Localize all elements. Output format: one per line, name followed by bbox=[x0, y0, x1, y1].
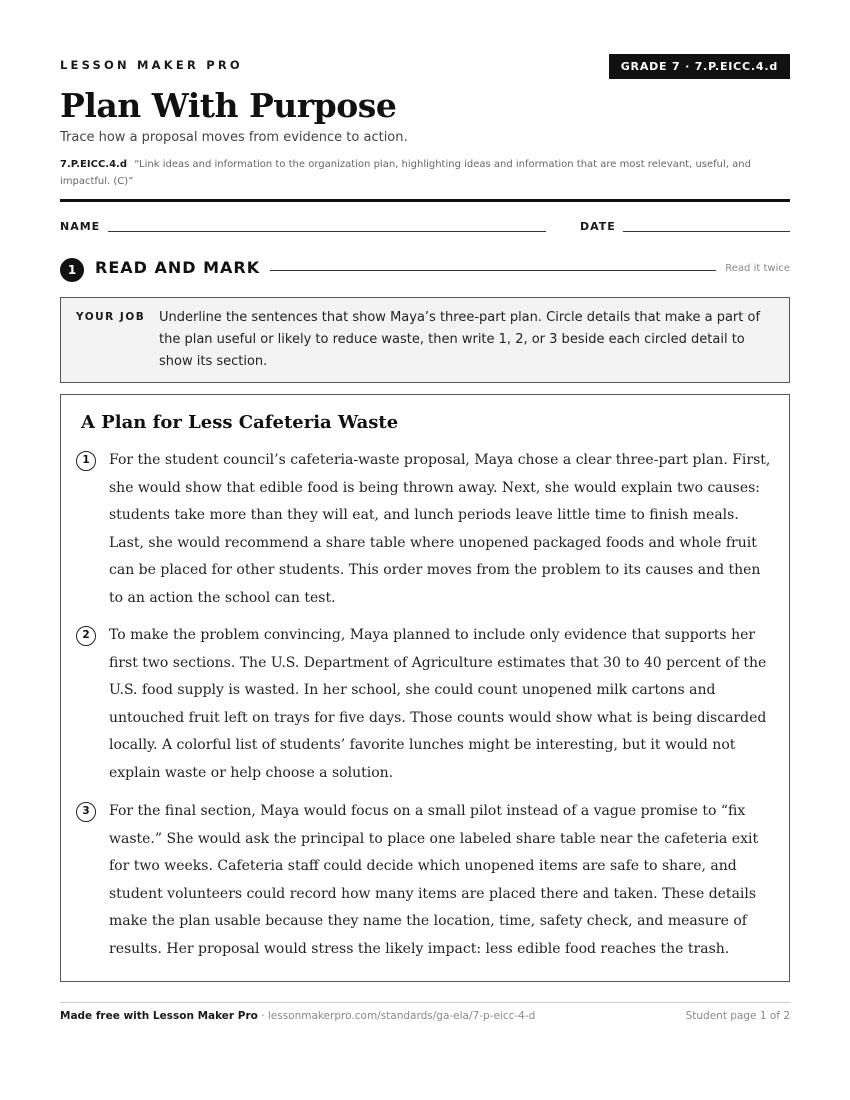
grade-badge: GRADE 7 · 7.P.EICC.4.d bbox=[609, 54, 790, 79]
date-label: DATE bbox=[580, 220, 616, 233]
passage-box bbox=[60, 394, 790, 982]
standard-description bbox=[60, 156, 760, 190]
page-subtitle: Trace how a proposal moves from evidence to action. bbox=[60, 130, 408, 145]
job-label: YOUR JOB bbox=[76, 311, 146, 323]
job-box bbox=[60, 297, 790, 383]
paragraph-number-1: 1 bbox=[76, 451, 96, 471]
footer-made-with: Made free with Lesson Maker Pro bbox=[60, 1010, 258, 1022]
brand-name: LESSON MAKER PRO bbox=[60, 58, 243, 72]
page-title: Plan With Purpose bbox=[60, 86, 397, 125]
section-note: Read it twice bbox=[725, 263, 790, 274]
standard-code: 7.P.EICC.4.d bbox=[60, 159, 127, 170]
footer-credit bbox=[60, 1010, 535, 1022]
paragraph-number-3: 3 bbox=[76, 802, 96, 822]
date-line[interactable] bbox=[623, 231, 790, 232]
paragraph-number-2: 2 bbox=[76, 626, 96, 646]
name-line[interactable] bbox=[108, 231, 546, 232]
footer-page-number: Student page 1 of 2 bbox=[685, 1010, 790, 1022]
section-divider bbox=[270, 270, 716, 271]
footer-url[interactable]: · lessonmakerpro.com/standards/ga-ela/7-p-eicc-4-d bbox=[257, 1010, 536, 1022]
paragraph-1: For the student council’s cafeteria-waste proposal, Maya chose a clear three-part plan. First, she would show that edible food is being thrown away. Next, she would explain two causes: students take more than they will eat, and lunch periods leave little time to finish meals. Last, she would recommend a share table where unopened packaged foods and whole fruit can be placed for other students. This order moves from the problem to its causes and then to an action the school can test. bbox=[109, 452, 771, 606]
footer-divider bbox=[60, 1002, 790, 1003]
paragraph-2: To make the problem convincing, Maya planned to include only evidence that supports her first two sections. The U.S. Department of Agriculture estimates that 30 to 40 percent of the U.S. food supply is wasted. In her school, she could count unopened milk cartons and untouched fruit left on trays for five days. Those counts would show what is being discarded locally. A colorful list of students’ favorite lunches might be interesting, but it would not explain waste or help choose a solution. bbox=[109, 627, 767, 781]
header-divider bbox=[60, 199, 790, 202]
section-number: 1 bbox=[60, 258, 84, 282]
name-label: NAME bbox=[60, 220, 101, 233]
standard-text: “Link ideas and information to the organization plan, highlighting ideas and information that are most relevant, useful, and impactful. (C)” bbox=[60, 159, 751, 187]
section-title: READ AND MARK bbox=[95, 258, 261, 277]
paragraph-3: For the final section, Maya would focus on a small pilot instead of a vague promise to “fix waste.” She would ask the principal to place one labeled share table near the cafeteria exit for two weeks. Cafeteria staff could decide which unopened items are safe to share, and student volunteers could record how many items are placed there and taken. These details make the plan usable because they name the location, time, safety check, and measure of results. Her proposal would stress the likely impact: less edible food reaches the trash. bbox=[109, 803, 759, 957]
passage-title: A Plan for Less Cafeteria Waste bbox=[81, 412, 399, 433]
job-instructions: Underline the sentences that show Maya’s three-part plan. Circle details that make a part of the plan useful or likely to reduce waste, then write 1, 2, or 3 beside each circled detail to show its section. bbox=[159, 310, 761, 369]
